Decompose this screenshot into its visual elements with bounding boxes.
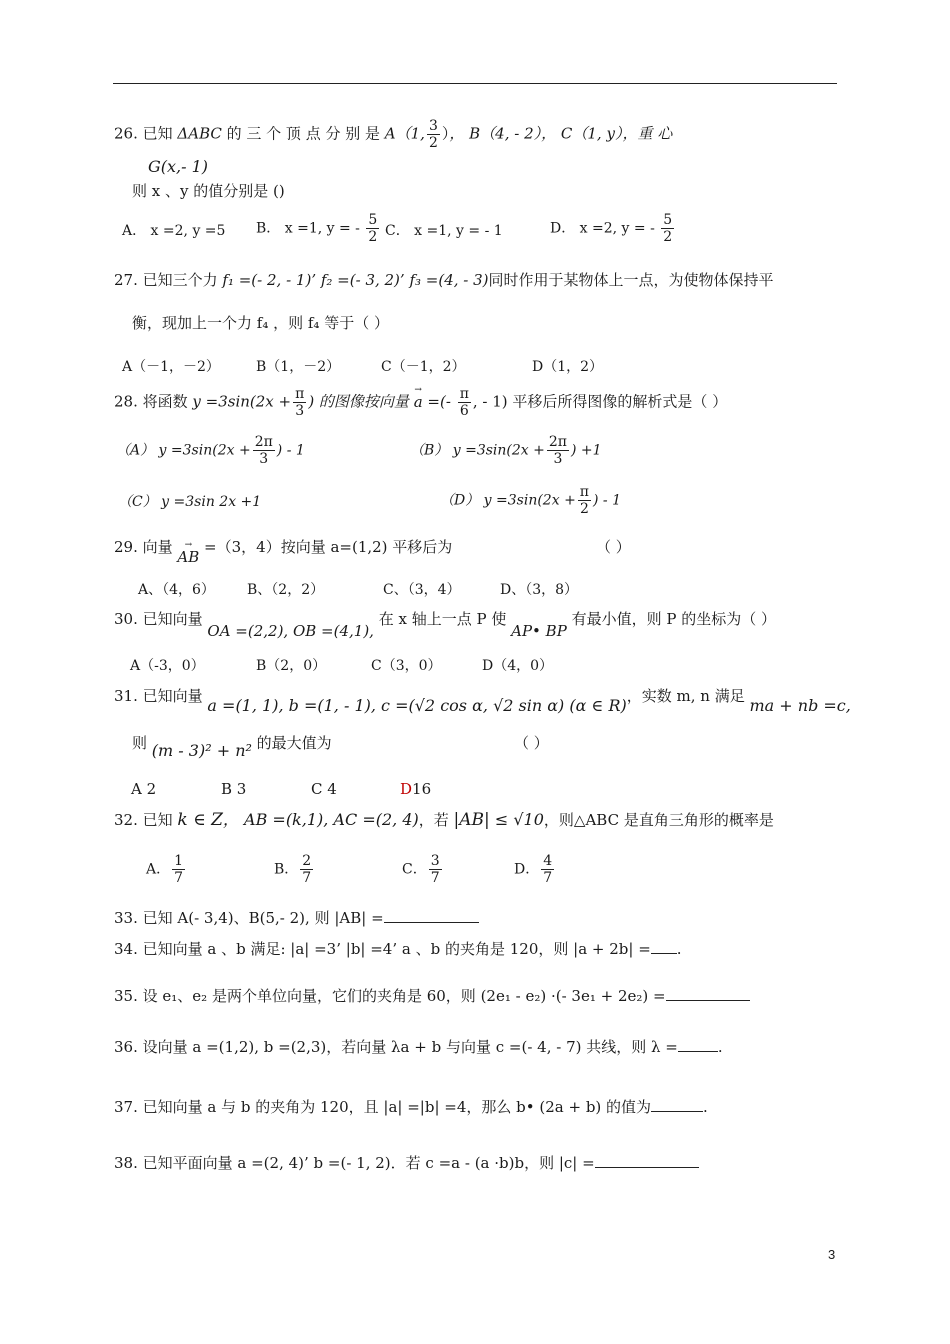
q28-option-b: （B） y =3sin(2x + $\frac{2\pi}{3}$ ) +1 xyxy=(410,434,602,467)
q30-option-d: D（4，0） xyxy=(482,658,554,674)
q26-point-c: ， C（1, y），重 心 xyxy=(541,124,673,143)
q26-prefix: 26. 已知 xyxy=(114,124,178,143)
q29-vector-ab: → AB xyxy=(177,547,199,567)
q27-line-2: 衡，现加上一个力 f₄ ，则 f₄ 等于（ ） xyxy=(132,314,389,332)
q26-option-c: C． x =1, y = - 1 xyxy=(385,223,503,239)
q30-option-b: B（2，0） xyxy=(256,658,327,674)
q31-expression: (m - 3)² + n² xyxy=(151,741,252,760)
q27-option-c: C（－1，2） xyxy=(381,359,466,375)
q30-option-c: C（3，0） xyxy=(371,658,442,674)
q31-option-c: C 4 xyxy=(311,780,337,798)
q27-option-d: D（1，2） xyxy=(532,359,604,375)
question-35: 35. 设 e₁、e₂ 是两个单位向量，它们的夹角是 60，则 (2e₁ - e₂) ·(- 3e₁ + 2e₂) = xyxy=(114,986,750,1006)
q32-option-c: C． $\frac{3}{7}$ xyxy=(402,853,440,886)
q28-option-d: （D） y =3sin(2x + $\frac{\pi}{2}$ ) - 1 xyxy=(440,484,621,517)
q32-magnitude: |AB| xyxy=(453,810,490,830)
q31-equation: ma + nb =c, xyxy=(749,696,851,715)
question-36: 36. 设向量 a =(1,2), b =(2,3)，若向量 λa + b 与向量 c =(- 4, - 7) 共线，则 λ = . xyxy=(114,1038,723,1056)
q27-force-3: ’ f₃ =(4, - 3) xyxy=(399,271,489,289)
q29-option-c: C、（3，4） xyxy=(383,582,461,598)
q26-a-fraction: $\frac{3}{2}$ xyxy=(428,118,438,151)
question-34: 34. 已知向量 a 、b 满足: |a| =3’ |b| =4’ a 、b 的夹角是 120，则 |a + 2b| = . xyxy=(114,940,682,958)
q35-answer-blank[interactable] xyxy=(666,988,750,1001)
q26-option-b: B． x =1, y = - $\frac{5}{2}$ xyxy=(256,212,378,245)
q37-answer-blank[interactable] xyxy=(651,1099,703,1112)
q29-answer-paren: （ ） xyxy=(596,538,631,556)
q29-option-b: B、（2，2） xyxy=(247,582,325,598)
q31-line-2: 则 (m - 3)² + n² 的最大值为 xyxy=(132,734,332,760)
q27-force-1: f₁ =(- 2, - 1) xyxy=(222,271,312,289)
question-32: 32. 已知 k ∈ Z， AB =(k,1), AC =(2, 4)，若 |AB| ≤ √10，则△ABC 是直角三角形的概率是 xyxy=(114,810,774,830)
page-number: 3 xyxy=(828,1247,836,1262)
q29-option-a: A、（4，6） xyxy=(138,582,215,598)
q26-prompt: 则 x 、y 的值分别是 () xyxy=(132,182,285,200)
q28-option-c: （C） y =3sin 2x +1 xyxy=(118,494,262,510)
question-30: 30. 已知向量 OA =(2,2), OB =(4,1), 在 x 轴上一点 P 使 AP• BP 有最小值，则 P 的坐标为（ ） xyxy=(114,610,776,640)
q31-option-d: D16 xyxy=(400,780,432,798)
q31-option-a: A 2 xyxy=(131,780,157,798)
question-29: 29. 向量 → AB =（3，4）按向量 a=(1,2) 平移后为 xyxy=(114,537,452,567)
question-26: 26. 已知 ΔABC 的 三 个 顶 点 分 别 是 A（1, $\frac{3}{2}$ ）， B（4, - 2）， C（1, y），重 心 xyxy=(114,118,673,151)
q26-option-a: A． x =2, y =5 xyxy=(122,223,226,239)
q31-answer-paren: （ ） xyxy=(514,734,549,752)
question-27: 27. 已知三个力 f₁ =(- 2, - 1)’ f₂ =(- 3, 2)’ f₃ =(4, - 3)同时作用于某物体上一点，为使物体保持平 xyxy=(114,271,774,289)
q32-option-a: A． $\frac{1}{7}$ xyxy=(146,853,184,886)
q32-vectors: ， AB =(k,1), AC =(2, 4) xyxy=(222,810,419,829)
header-rule xyxy=(113,83,837,84)
q26-point-b: ， B（4, - 2） xyxy=(449,124,542,143)
q34-answer-blank[interactable] xyxy=(651,941,677,954)
q32-option-d: D． $\frac{4}{7}$ xyxy=(514,853,553,886)
q27-force-2: ’ f₂ =(- 3, 2) xyxy=(311,271,400,289)
q31-vectors: a =(1, 1), b =(1, - 1), c =( xyxy=(207,696,415,715)
question-33: 33. 已知 A(- 3,4)、B(5,- 2), 则 |AB| = xyxy=(114,908,479,928)
q30-vectors: OA =(2,2), OB =(4,1), xyxy=(207,622,374,640)
q27-option-a: A（－1，－2） xyxy=(122,359,220,375)
q26-centroid: G(x,- 1) xyxy=(148,157,209,176)
q31-option-b: B 3 xyxy=(221,780,247,798)
q29-option-d: D、（3，8） xyxy=(500,582,579,598)
q26-triangle: ΔABC xyxy=(177,124,222,143)
q38-answer-blank[interactable] xyxy=(595,1155,699,1168)
q26-point-a: A（1, xyxy=(384,124,425,143)
q28-option-a: （A） y =3sin(2x + $\frac{2\pi}{3}$ ) - 1 xyxy=(116,434,305,467)
q28-vector-a: → a xyxy=(414,392,423,412)
q30-dot-product: AP• BP xyxy=(511,622,567,640)
q26-option-d: D． x =2, y = - $\frac{5}{2}$ xyxy=(550,212,673,245)
question-31: 31. 已知向量 a =(1, 1), b =(1, - 1), c =(√2 cos α, √2 sin α) (α ∈ R)，实数 m, n 满足 ma + nb =c, xyxy=(114,687,851,715)
q33-answer-blank[interactable] xyxy=(384,910,479,923)
q36-answer-blank[interactable] xyxy=(678,1039,718,1052)
q30-option-a: A（-3，0） xyxy=(130,658,205,674)
question-28: 28. 将函数 y =3sin(2x + $\frac{\pi}{3}$ ) 的图像按向量 → a =(- $\frac{\pi}{6}$ , - 1) 平移后所得图像的解析式是（ ） xyxy=(114,386,727,419)
q27-option-b: B（1，－2） xyxy=(256,359,341,375)
q32-option-b: B． $\frac{2}{7}$ xyxy=(274,853,312,886)
question-38: 38. 已知平面向量 a =(2, 4)’ b =(- 1, 2)．若 c =a - (a ·b)b，则 |c| = xyxy=(114,1153,699,1173)
question-37: 37. 已知向量 a 与 b 的夹角为 120，且 |a| =|b| =4，那么 b• (2a + b) 的值为 . xyxy=(114,1098,708,1116)
q26-text: 的 三 个 顶 点 分 别 是 xyxy=(221,124,385,143)
